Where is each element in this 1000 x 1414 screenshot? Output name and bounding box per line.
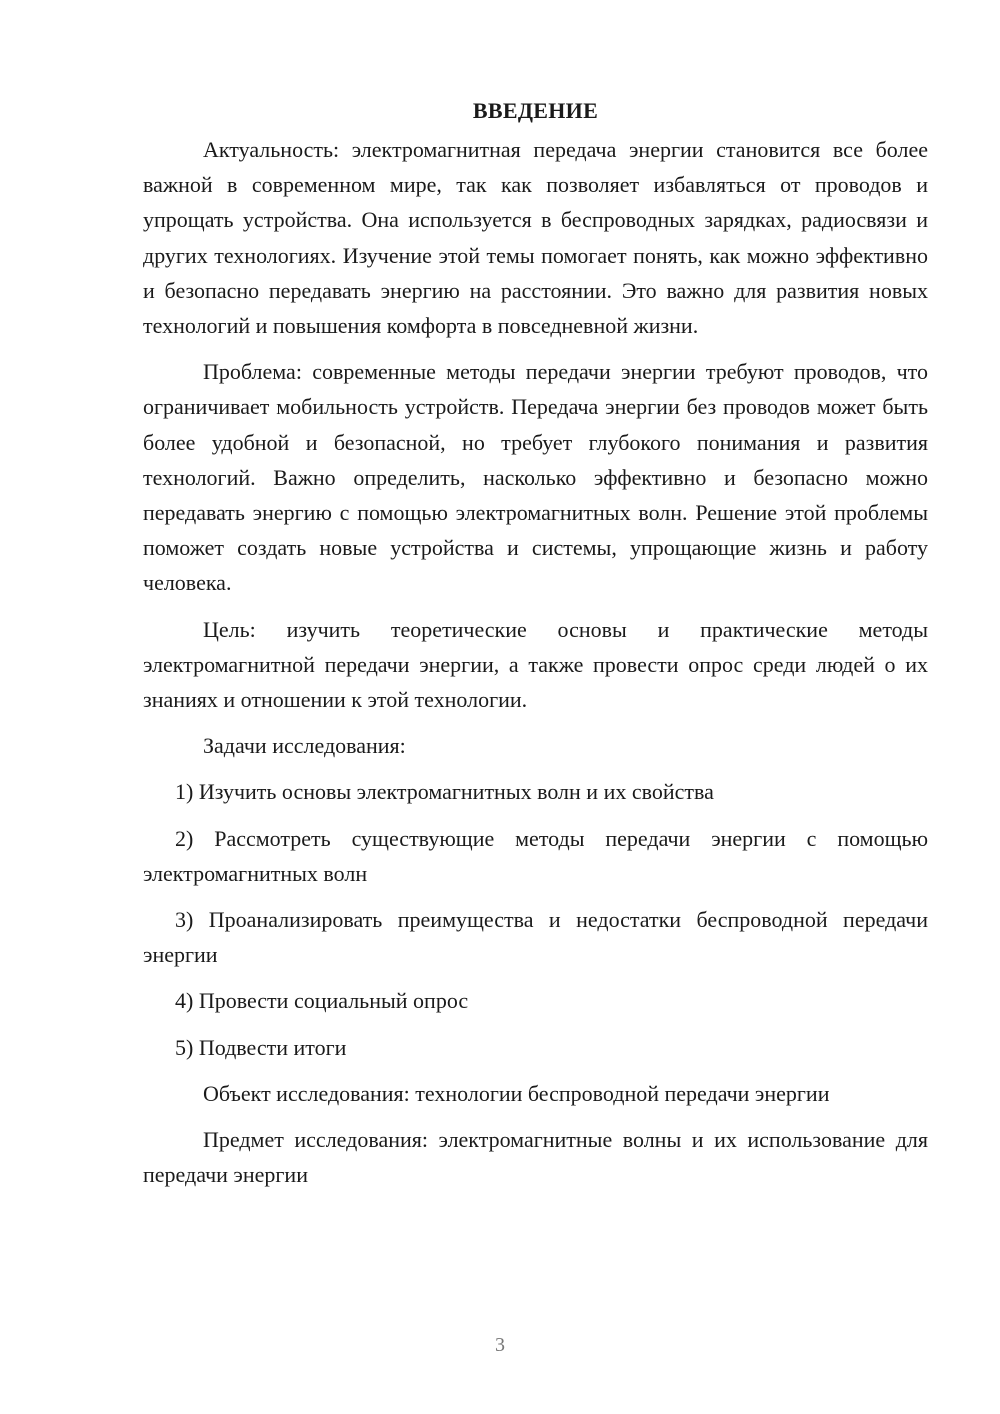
tasks-heading: Задачи исследования: [203,733,406,759]
task-item-1: 1) Изучить основы электромагнитных волн и их свойства [175,779,714,805]
document-page [143,96,928,1203]
task-item-5: 5) Подвести итоги [175,1034,347,1060]
task-item-4: 4) Провести социальный опрос [175,988,469,1014]
research-subject-paragraph: Предмет исследования: электромагнитные волны и их использование для передачи энергии [143,1127,928,1188]
page-number: 3 [495,1334,505,1356]
research-object-paragraph: Объект исследования: технологии беспроводной передачи энергии [203,1080,830,1106]
task-item-3: 3) Проанализировать преимущества и недостатки беспроводной передачи энергии [143,907,928,968]
section-title: ВВЕДЕНИЕ [472,98,599,123]
problem-paragraph: Проблема: современные методы передачи энергии требуют проводов, что ограничивает мобильность устройств. Передача энергии без проводов может быть более удобной и безопасной, но требует глубокого понимания и развития технологий. Важно определить, насколько эффективно и безопасно можно передавать энергию с помощью электромагнитных волн. Решение этой проблемы поможет создать новые устройства и системы, упрощающие жизнь и работу человека. [143,359,928,596]
relevance-paragraph: Актуальность: электромагнитная передача энергии становится все более важной в современном мире, так как позволяет избавляться от проводов и упрощать устройства. Она используется в беспроводных зарядках, радиосвязи и других технологиях. Изучение этой темы помогает понять, как можно эффективно и безопасно передавать энергию на расстоянии. Это важно для развития новых технологий и повышения комфорта в повседневной жизни. [143,137,928,339]
task-item-2: 2) Рассмотреть существующие методы передачи энергии с помощью электромагнитных волн [143,825,928,886]
goal-paragraph: Цель: изучить теоретические основы и практические методы электромагнитной передачи энергии, а также провести опрос среди людей о их знаниях и отношении к этой технологии. [143,616,928,713]
